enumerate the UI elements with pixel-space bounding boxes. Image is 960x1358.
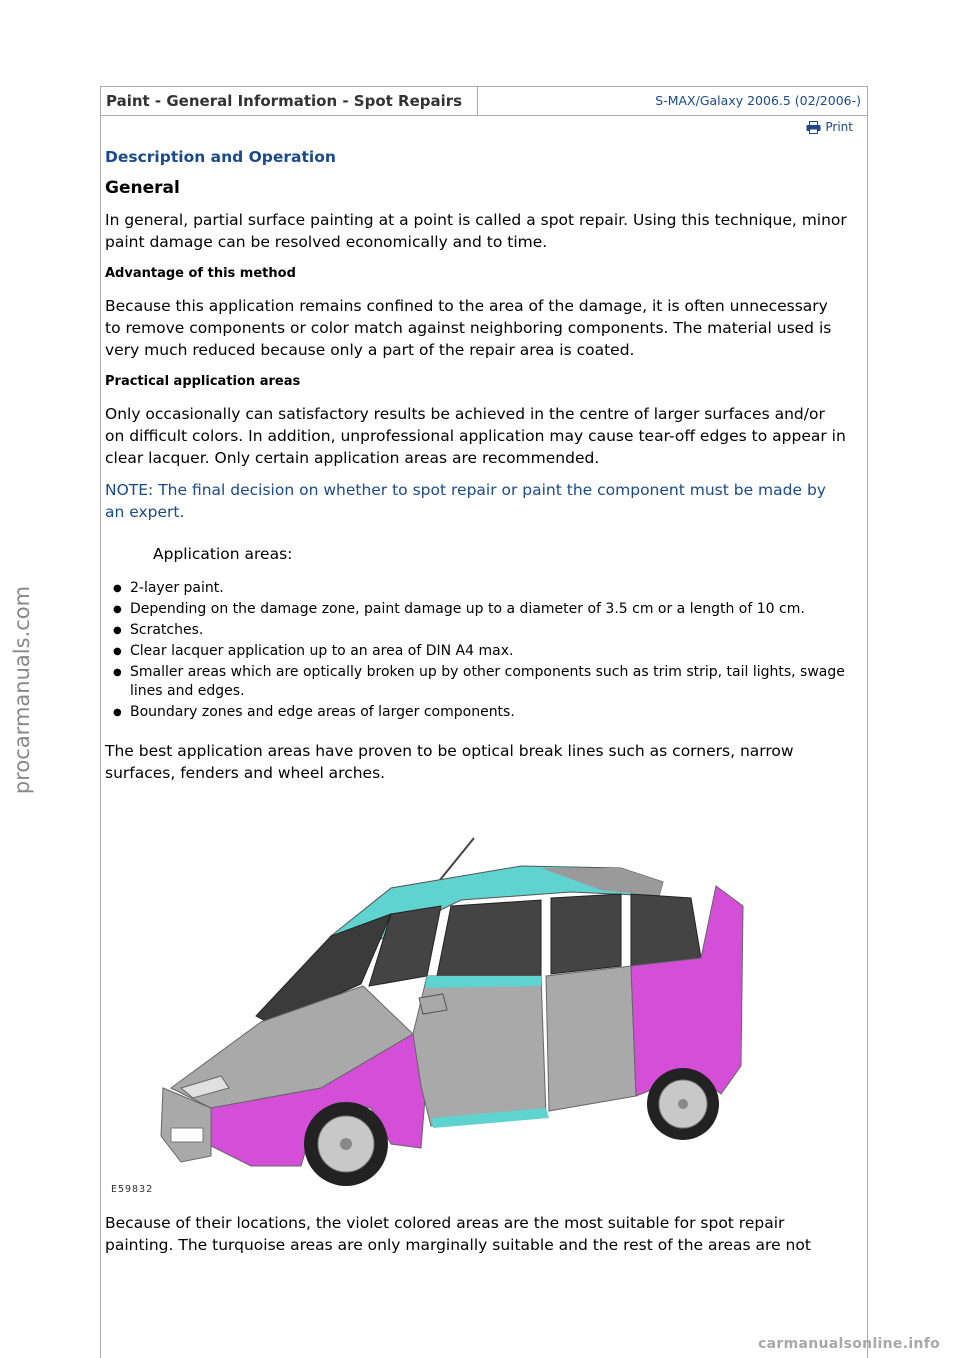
page-title: Paint - General Information - Spot Repairs [101, 87, 478, 115]
note-text: NOTE: The final decision on whether to spot repair or paint the component must be made by an expert. [105, 481, 826, 521]
car-figure [101, 826, 867, 1206]
print-label[interactable]: Print [825, 120, 853, 134]
advantage-text: Because this application remains confined to the area of the damage, it is often unnecessary to remove components or color match against neighboring components. The material used is very much reduced because only a part of the repair area is coated. [105, 297, 832, 359]
printer-icon [806, 121, 821, 134]
general-text: In general, partial surface painting at a point is called a spot repair. Using this technique, minor paint damage can be resolved economically and to time. [105, 211, 847, 251]
door-top-strip [425, 976, 541, 988]
page-header [101, 86, 867, 116]
manual-page [100, 86, 868, 1358]
list-item: ● Smaller areas which are optically broken up by other components such as trim strip, tail lights, swage lines and edges. [105, 663, 847, 701]
application-areas-list [105, 579, 847, 722]
quarter-window [631, 894, 701, 966]
section-heading: Description and Operation [105, 148, 336, 166]
rear-window [551, 894, 621, 974]
rear-door [546, 966, 636, 1111]
page-content [105, 146, 847, 784]
list-item: ● 2-layer paint. [105, 579, 847, 598]
practical-heading: Practical application areas [105, 374, 301, 389]
list-item: ● Depending on the damage zone, paint damage up to a diameter of 3.5 cm or a length of 10 cm. [105, 600, 847, 619]
print-link[interactable] [806, 120, 853, 134]
list-item: ● Scratches. [105, 621, 847, 640]
best-areas-text: The best application areas have proven to be optical break lines such as corners, narrow surfaces, fenders and wheel arches. [105, 742, 794, 782]
rear-hub [678, 1099, 688, 1109]
practical-text: Only occasionally can satisfactory results be achieved in the centre of larger surfaces and/or on difficult colors. In addition, unprofessional application may cause tear-off edges to appear in clear lacquer. Only certain application areas are recommended. [105, 405, 846, 467]
license-plate [171, 1128, 203, 1142]
list-item: ● Boundary zones and edge areas of larger components. [105, 703, 847, 722]
side-mirror [419, 994, 447, 1014]
front-hub [340, 1138, 352, 1150]
final-text: Because of their locations, the violet colored areas are the most suitable for spot repair painting. The turquoise areas are only marginally suitable and the rest of the areas are not [105, 1214, 811, 1254]
middle-window [437, 900, 541, 976]
side-watermark-text: procarmanuals.com [10, 585, 34, 795]
figure-code: E59832 [111, 1184, 154, 1195]
side-watermark [2, 540, 42, 840]
car-illustration [101, 826, 867, 1206]
application-areas-label: Application areas: [153, 545, 293, 563]
general-heading: General [105, 178, 180, 198]
advantage-heading: Advantage of this method [105, 266, 296, 281]
list-item: ● Clear lacquer application up to an area of DIN A4 max. [105, 642, 847, 661]
footer-watermark: carmanualsonline.info [758, 1336, 940, 1352]
model-info: S-MAX/Galaxy 2006.5 (02/2006-) [655, 93, 861, 108]
